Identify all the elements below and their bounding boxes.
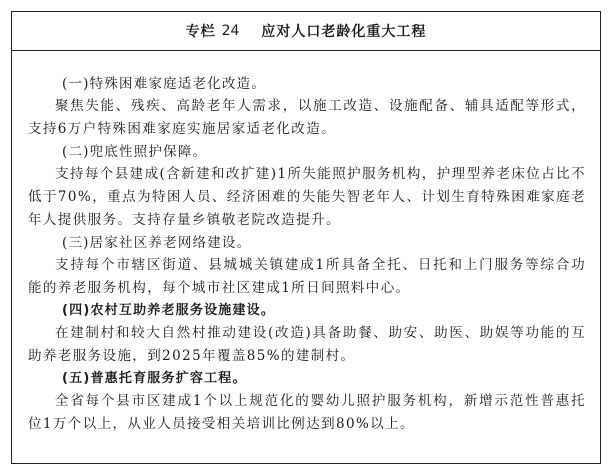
box-title-text: 应对人口老龄化重大工程 <box>261 24 427 40</box>
section-body: 支持每个市辖区街道、县城城关镇建成1所具备全托、日托和上门服务等综合功能的养老服务机构，每个城市社区建成1所日间照料中心。 <box>28 257 586 296</box>
section-body: 全省每个县市区建成1个以上规范化的婴幼儿照护服务机构，新增示范性普惠托位1万个以上，从业人员接受相关培训比例达到80%以上。 <box>28 393 586 432</box>
box-content <box>12 51 600 436</box>
section-4 <box>28 300 586 368</box>
section-3 <box>28 232 586 300</box>
section-heading: (三)居家社区养老网络建设。 <box>62 235 252 251</box>
section-body: 聚焦失能、残疾、高龄老年人需求，以施工改造、设施配备、辅具适配等形式，支持6万户特殊困难家庭实施居家适老化改造。 <box>28 98 586 137</box>
feature-box <box>11 11 601 464</box>
section-5 <box>28 368 586 436</box>
section-heading: (五)普惠托育服务扩容工程。 <box>62 371 247 386</box>
section-heading: (二)兜底性照护保障。 <box>62 144 208 160</box>
section-body: 支持每个县建成(含新建和改扩建)1所失能照护服务机构，护理型养老床位占比不低于70%，重点为特困人员、经济困难的失能失智老年人、计划生育特殊困难家庭老年人提供服务。支持存量乡镇敬老院改造提升。 <box>28 166 586 228</box>
box-title-label: 专栏 <box>185 24 216 40</box>
section-1 <box>28 73 586 141</box>
section-2 <box>28 141 586 232</box>
section-heading: (四)农村互助养老服务设施建设。 <box>62 303 276 318</box>
section-body: 在建制村和较大自然村推动建设(改造)具备助餐、助安、助医、助娱等功能的互助养老服务设施，到2025年覆盖85%的建制村。 <box>28 325 586 364</box>
section-heading: (一)特殊困难家庭适老化改造。 <box>62 76 267 92</box>
box-title-bar <box>12 12 600 51</box>
box-title-number: 24 <box>221 23 240 39</box>
